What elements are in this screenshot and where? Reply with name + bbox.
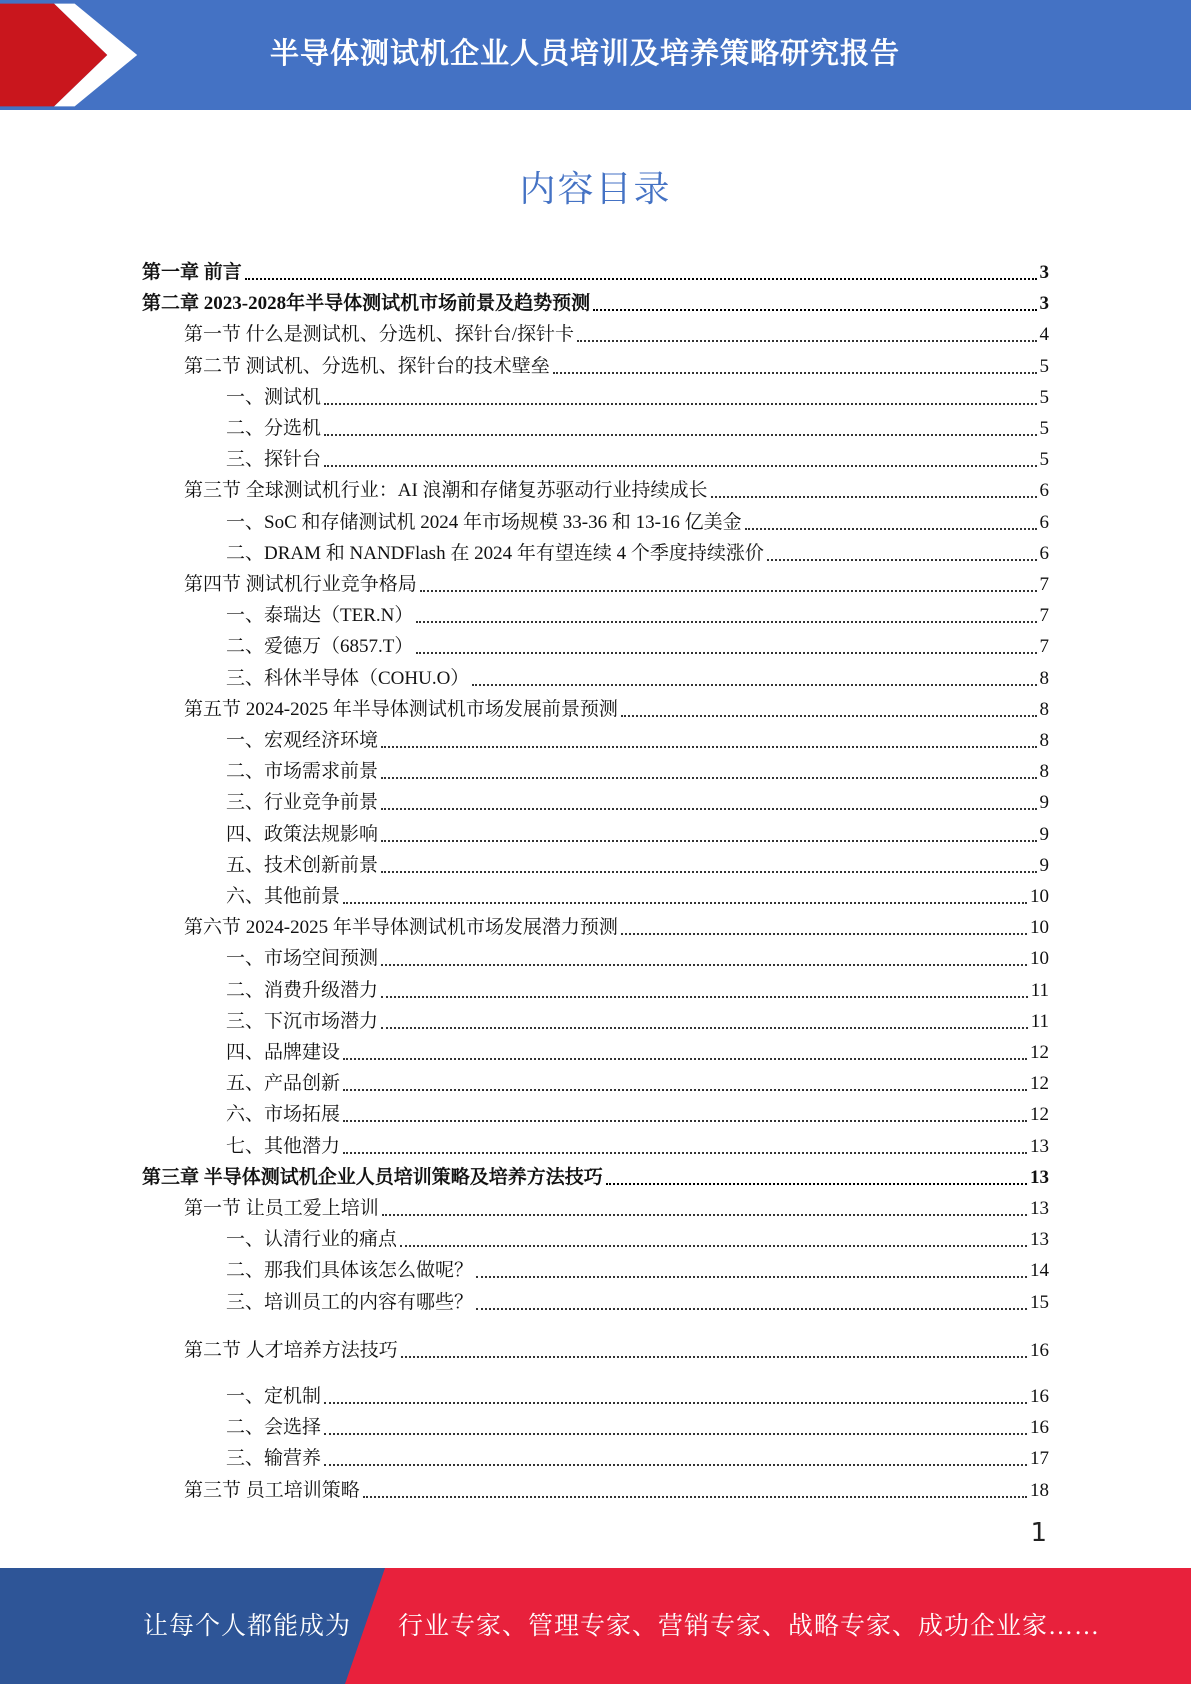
toc-entry[interactable]	[142, 1331, 1049, 1362]
toc-entry-label: 二、那我们具体该怎么做呢？	[226, 1260, 474, 1282]
toc-entry-label: 二、会选择	[226, 1417, 322, 1439]
toc-entry[interactable]	[142, 409, 1049, 440]
toc-dot-leader	[476, 1276, 1027, 1278]
toc-entry-page: 10	[1030, 948, 1049, 970]
toc-entry-label: 一、SoC 和存储测试机 2024 年市场规模 33-36 和 13-16 亿美金	[226, 511, 742, 533]
toc-entry-page: 14	[1030, 1260, 1049, 1282]
toc-entry[interactable]	[142, 1283, 1049, 1314]
toc-entry-label: 五、产品创新	[226, 1073, 341, 1095]
toc-entry[interactable]	[142, 783, 1049, 814]
toc-entry[interactable]	[142, 1408, 1049, 1439]
toc-entry[interactable]	[142, 1439, 1049, 1470]
toc-entry-label: 一、定机制	[226, 1386, 322, 1407]
toc-dot-leader	[381, 777, 1036, 779]
toc-entry[interactable]	[142, 315, 1049, 346]
toc-entry[interactable]	[142, 1064, 1049, 1095]
toc-entry-page: 8	[1039, 667, 1049, 689]
toc-entry-page: 8	[1039, 761, 1049, 783]
toc-entry-page: 6	[1039, 480, 1049, 502]
toc-entry-page: 13	[1030, 1135, 1049, 1157]
toc-entry-page: 16	[1030, 1386, 1049, 1407]
toc-dot-leader	[381, 840, 1036, 842]
toc-entry-page: 10	[1030, 917, 1049, 939]
toc-entry-label: 第一节 什么是测试机、分选机、探针台/探针卡	[184, 324, 575, 346]
toc-dot-leader	[400, 1245, 1027, 1247]
toc-entry-label: 七、其他潜力	[226, 1135, 341, 1157]
page-number: 1	[1030, 1518, 1047, 1548]
toc-entry-label: 四、品牌建设	[226, 1042, 341, 1063]
toc-dot-leader	[745, 528, 1037, 530]
toc-entry-label: 六、其他前景	[226, 886, 341, 907]
toc-entry-label: 一、认清行业的痛点	[226, 1229, 398, 1251]
toc-entry-label: 第三节 员工培训策略	[184, 1479, 360, 1501]
toc-entry[interactable]	[142, 253, 1049, 284]
toc-dot-leader	[472, 684, 1036, 686]
toc-entry-label: 四、政策法规影响	[226, 823, 379, 845]
toc-entry-page: 7	[1039, 636, 1049, 658]
toc-entry[interactable]	[142, 1251, 1049, 1282]
toc-entry[interactable]	[142, 877, 1049, 908]
toc-dot-leader	[476, 1308, 1027, 1310]
toc-entry-label: 六、市场拓展	[226, 1104, 341, 1126]
toc-entry-page: 17	[1030, 1448, 1049, 1470]
toc-entry-page: 9	[1039, 823, 1049, 845]
toc-entry[interactable]	[142, 690, 1049, 721]
toc-entry-label: 三、输营养	[226, 1448, 322, 1470]
toc-entry[interactable]	[142, 1095, 1049, 1126]
toc-entry[interactable]	[142, 440, 1049, 471]
toc-dot-leader	[363, 1496, 1027, 1498]
toc-entry[interactable]	[142, 1158, 1049, 1189]
toc-entry[interactable]	[142, 752, 1049, 783]
toc-dot-leader	[343, 1058, 1027, 1060]
toc-dot-leader	[324, 1402, 1027, 1404]
toc-entry-label: 二、消费升级潜力	[226, 979, 379, 1001]
toc-dot-leader	[343, 902, 1027, 904]
toc-entry-page: 13	[1030, 1166, 1049, 1188]
toc-entry-page: 15	[1030, 1291, 1049, 1313]
toc-entry[interactable]	[142, 1471, 1049, 1502]
report-title: 半导体测试机企业人员培训及培养策略研究报告	[270, 36, 901, 70]
toc-entry[interactable]	[142, 1377, 1049, 1408]
toc-dot-leader	[381, 964, 1027, 966]
toc-dot-leader	[381, 996, 1028, 998]
toc-entry-label: 第一节 让员工爱上培训	[184, 1198, 379, 1219]
toc-dot-leader	[382, 1214, 1027, 1216]
toc-entry-label: 二、市场需求前景	[226, 761, 379, 783]
toc-entry-page: 12	[1030, 1042, 1049, 1063]
toc-dot-leader	[606, 1183, 1027, 1185]
toc-entry-label: 五、技术创新前景	[226, 854, 379, 876]
toc-entry[interactable]	[142, 596, 1049, 627]
toc-entry-page: 16	[1030, 1417, 1049, 1439]
toc-entry[interactable]	[142, 846, 1049, 877]
toc-entry-label: 第三章 半导体测试机企业人员培训策略及培养方法技巧	[142, 1166, 603, 1188]
header-arrow-icon	[0, 0, 140, 110]
toc-entry-page: 13	[1030, 1229, 1049, 1251]
toc-entry-page: 9	[1039, 854, 1049, 876]
toc-entry-page: 6	[1039, 542, 1049, 564]
toc-entry-page: 16	[1030, 1339, 1049, 1361]
toc-entry-page: 9	[1039, 792, 1049, 814]
toc-entry-label: 二、分选机	[226, 418, 322, 439]
toc-entry-page: 4	[1039, 324, 1049, 346]
toc-entry-label: 三、培训员工的内容有哪些？	[226, 1291, 474, 1313]
toc-dot-leader	[416, 621, 1036, 623]
toc-entry-label: 第二节 测试机、分选机、探针台的技术壁垒	[184, 355, 550, 377]
toc-dot-leader	[324, 1433, 1027, 1435]
toc-dot-leader	[553, 372, 1037, 374]
toc-entry-page: 13	[1030, 1198, 1049, 1219]
toc-entry-label: 第一章 前言	[142, 262, 242, 283]
toc-entry-page: 5	[1039, 386, 1049, 408]
toc-entry-page: 7	[1039, 574, 1049, 595]
toc-dot-leader	[381, 808, 1036, 810]
footer-slogan-left: 让每个人都能成为	[143, 1613, 352, 1640]
toc-entry-page: 18	[1030, 1479, 1049, 1501]
toc-entry-page: 5	[1039, 418, 1049, 439]
toc-dot-leader	[381, 1027, 1028, 1029]
report-footer-band	[0, 1568, 1191, 1684]
toc-entry[interactable]	[142, 1189, 1049, 1220]
toc-dot-leader	[577, 340, 1036, 342]
toc-entry-label: 第五节 2024-2025 年半导体测试机市场发展前景预测	[184, 698, 618, 720]
toc-entry-page: 11	[1030, 979, 1049, 1001]
toc-dot-leader	[401, 1356, 1027, 1358]
toc-dot-leader	[621, 715, 1037, 717]
toc-entry[interactable]	[142, 1220, 1049, 1251]
toc-entry-label: 三、探针台	[226, 449, 322, 471]
toc-entry-label: 第六节 2024-2025 年半导体测试机市场发展潜力预测	[184, 917, 618, 939]
toc-entry-label: 一、宏观经济环境	[226, 730, 379, 751]
toc-dot-leader	[324, 1464, 1027, 1466]
toc-dot-leader	[381, 871, 1036, 873]
toc-entry-label: 第三节 全球测试机行业：AI 浪潮和存储复苏驱动行业持续成长	[184, 480, 708, 502]
toc-entry-page: 8	[1039, 698, 1049, 720]
toc-entry-label: 三、行业竞争前景	[226, 792, 379, 814]
toc-entry-label: 二、爱德万（6857.T）	[226, 636, 414, 658]
toc-dot-leader	[324, 434, 1036, 436]
toc-entry[interactable]	[142, 1002, 1049, 1033]
toc-entry-page: 3	[1039, 262, 1049, 283]
toc-entry-page: 12	[1030, 1073, 1049, 1095]
toc-entry-label: 一、测试机	[226, 386, 322, 408]
toc-dot-leader	[324, 465, 1036, 467]
toc-dot-leader	[343, 1152, 1027, 1154]
toc-entry-label: 第二章 2023-2028年半导体测试机市场前景及趋势预测	[142, 293, 591, 315]
toc-entry[interactable]	[142, 627, 1049, 658]
toc-entry[interactable]	[142, 471, 1049, 502]
toc-entry[interactable]	[142, 721, 1049, 752]
toc-entry[interactable]	[142, 1033, 1049, 1064]
toc-entry[interactable]	[142, 378, 1049, 409]
toc-entry-label: 一、泰瑞达（TER.N）	[226, 605, 414, 627]
toc-dot-leader	[621, 933, 1027, 935]
toc-entry-page: 7	[1039, 605, 1049, 627]
toc-entry[interactable]	[142, 939, 1049, 970]
toc-dot-leader	[711, 496, 1037, 498]
toc-heading: 内容目录	[519, 169, 672, 210]
toc-dot-leader	[245, 278, 1037, 280]
toc-dot-leader	[593, 309, 1036, 311]
toc-entry-page: 8	[1039, 730, 1049, 751]
toc-entry-page: 10	[1030, 886, 1049, 907]
toc-dot-leader	[381, 746, 1036, 748]
toc-dot-leader	[767, 559, 1037, 561]
toc-entry[interactable]	[142, 347, 1049, 378]
toc-entry[interactable]	[142, 565, 1049, 596]
toc-entry[interactable]	[142, 908, 1049, 939]
toc-entry-page: 5	[1039, 355, 1049, 377]
toc-dot-leader	[343, 1089, 1027, 1091]
toc-dot-leader	[416, 652, 1036, 654]
toc-dot-leader	[343, 1120, 1027, 1122]
toc-entry[interactable]	[142, 971, 1049, 1002]
toc-entry-page: 12	[1030, 1104, 1049, 1126]
toc-entry-label: 一、市场空间预测	[226, 948, 379, 970]
toc-entry-label: 第四节 测试机行业竞争格局	[184, 574, 417, 595]
report-header-band	[0, 0, 1191, 110]
toc-entry-page: 3	[1039, 293, 1049, 315]
toc-entry-label: 二、DRAM 和 NANDFlash 在 2024 年有望连续 4 个季度持续涨价	[226, 542, 764, 564]
toc-entry-page: 6	[1039, 511, 1049, 533]
toc-entry[interactable]	[142, 815, 1049, 846]
toc-entry-label: 第二节 人才培养方法技巧	[184, 1339, 398, 1361]
toc-entry-page: 11	[1030, 1010, 1049, 1032]
toc-entry-label: 三、科休半导体（COHU.O）	[226, 667, 470, 689]
footer-slogan-right: 行业专家、管理专家、营销专家、战略专家、成功企业家……	[398, 1613, 1101, 1640]
toc-dot-leader	[420, 590, 1037, 592]
toc-dot-leader	[324, 403, 1036, 405]
toc-entry[interactable]	[142, 534, 1049, 565]
toc-entry-label: 三、下沉市场潜力	[226, 1010, 379, 1032]
toc-entry[interactable]	[142, 284, 1049, 315]
toc-entry[interactable]	[142, 1127, 1049, 1158]
toc-entry[interactable]	[142, 659, 1049, 690]
toc-entry-page: 5	[1039, 449, 1049, 471]
toc-entry[interactable]	[142, 503, 1049, 534]
